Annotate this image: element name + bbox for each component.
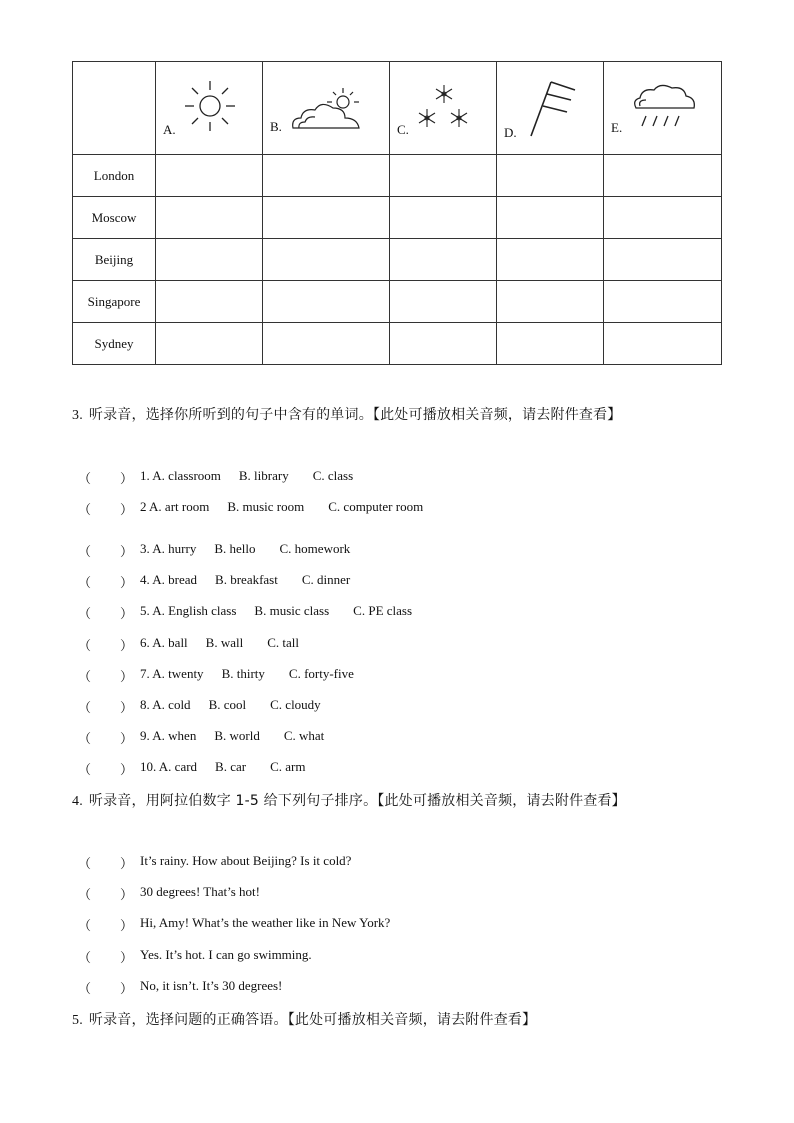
answer-cell[interactable] — [497, 323, 604, 365]
answer-cell[interactable] — [604, 239, 722, 281]
sentence-text: Hi, Amy! What’s the weather like in New York? — [140, 915, 391, 930]
answer-blank-close: ） — [120, 950, 134, 965]
answer-blank-open[interactable]: （ — [78, 502, 92, 517]
answer-blank-close: ） — [120, 981, 134, 996]
choice-b: B. breakfast — [215, 572, 278, 587]
choice-a: 4. A. bread — [140, 572, 198, 587]
option-letter-e: E. — [611, 120, 623, 135]
answer-cell[interactable] — [156, 281, 263, 323]
choice-a: 2 A. art room — [140, 499, 210, 514]
answer-blank-close: ） — [120, 887, 134, 902]
answer-cell[interactable] — [604, 155, 722, 197]
choice-c: C. class — [312, 468, 354, 483]
answer-cell[interactable] — [156, 323, 263, 365]
answer-blank-open[interactable]: （ — [78, 856, 92, 871]
answer-blank-open[interactable]: （ — [78, 544, 92, 559]
choice-line — [140, 759, 305, 775]
answer-blank-open[interactable]: （ — [78, 981, 92, 996]
choice-line — [140, 499, 423, 515]
choice-c: C. tall — [267, 635, 300, 650]
answer-cell[interactable] — [604, 281, 722, 323]
answer-cell[interactable] — [390, 281, 497, 323]
sentence-text: Yes. It’s hot. I can go swimming. — [140, 947, 312, 962]
answer-blank-open[interactable]: （ — [78, 471, 92, 486]
choice-c: C. arm — [270, 759, 306, 774]
choice-c: C. dinner — [301, 572, 351, 587]
option-e-cell — [604, 62, 722, 155]
choice-line — [140, 697, 321, 713]
answer-cell[interactable] — [156, 197, 263, 239]
answer-blank-open[interactable]: （ — [78, 762, 92, 777]
answer-blank-open[interactable]: （ — [78, 606, 92, 621]
answer-blank-open[interactable]: （ — [78, 918, 92, 933]
choice-a: 10. A. card — [140, 759, 198, 774]
choice-line — [140, 572, 350, 588]
option-c-cell — [390, 62, 497, 155]
choice-line — [140, 728, 324, 744]
question-number: 5. — [72, 1013, 83, 1028]
choice-c: C. computer room — [328, 499, 424, 514]
choice-b: B. music class — [254, 603, 330, 618]
answer-blank-open[interactable]: （ — [78, 700, 92, 715]
choice-a: 3. A. hurry — [140, 541, 197, 556]
answer-cell[interactable] — [263, 239, 390, 281]
answer-blank-close: ） — [120, 856, 134, 871]
option-letter-a: A. — [163, 122, 176, 137]
answer-cell[interactable] — [156, 239, 263, 281]
answer-blank-open[interactable]: （ — [78, 731, 92, 746]
choice-a: 5. A. English class — [140, 603, 237, 618]
answer-blank-close: ） — [120, 731, 134, 746]
sun-cloud-icon — [289, 84, 365, 134]
choice-b: B. wall — [205, 635, 244, 650]
choice-a: 9. A. when — [140, 728, 197, 743]
question-3-heading — [72, 404, 622, 424]
choice-b: B. library — [238, 468, 289, 483]
answer-blank-open[interactable]: （ — [78, 887, 92, 902]
answer-blank-close: ） — [120, 471, 134, 486]
choice-b: B. cool — [208, 697, 247, 712]
table-row — [73, 155, 722, 197]
option-a-cell — [156, 62, 263, 155]
snowflakes-icon — [414, 82, 478, 138]
answer-blank-open[interactable]: （ — [78, 950, 92, 965]
city-label: Moscow — [73, 197, 156, 239]
rain-cloud-icon — [630, 82, 698, 134]
answer-cell[interactable] — [390, 239, 497, 281]
answer-blank-close: ） — [120, 544, 134, 559]
question-title: 听录音，选择你所听到的句子中含有的单词。【此处可播放相关音频，请去附件查看】 — [88, 407, 622, 423]
choice-b: B. hello — [214, 541, 256, 556]
answer-cell[interactable] — [263, 197, 390, 239]
answer-cell[interactable] — [497, 155, 604, 197]
answer-cell[interactable] — [390, 197, 497, 239]
choice-a: 7. A. twenty — [140, 666, 204, 681]
city-label: Sydney — [73, 323, 156, 365]
choice-b: B. music room — [227, 499, 305, 514]
header-empty-cell — [73, 62, 156, 155]
question-title: 听录音，选择问题的正确答语。【此处可播放相关音频，请去附件查看】 — [88, 1012, 537, 1028]
answer-cell[interactable] — [497, 239, 604, 281]
option-letter-b: B. — [270, 119, 282, 134]
answer-cell[interactable] — [263, 281, 390, 323]
choice-c: C. cloudy — [270, 697, 321, 712]
choice-line — [140, 603, 412, 619]
question-title: 听录音，用阿拉伯数字 1-5 给下列句子排序。【此处可播放相关音频，请去附件查看】 — [88, 793, 626, 809]
answer-cell[interactable] — [497, 281, 604, 323]
answer-blank-close: ） — [120, 918, 134, 933]
answer-blank-close: ） — [120, 669, 134, 684]
city-label: Beijing — [73, 239, 156, 281]
choice-b: B. world — [214, 728, 260, 743]
answer-blank-open[interactable]: （ — [78, 669, 92, 684]
choice-b: B. car — [215, 759, 247, 774]
option-b-cell — [263, 62, 390, 155]
answer-cell[interactable] — [604, 197, 722, 239]
answer-blank-close: ） — [120, 700, 134, 715]
choice-line — [140, 468, 353, 484]
table-row — [73, 323, 722, 365]
answer-cell[interactable] — [390, 323, 497, 365]
choice-c: C. PE class — [353, 603, 413, 618]
answer-blank-close: ） — [120, 575, 134, 590]
choice-line — [140, 541, 350, 557]
answer-cell[interactable] — [156, 155, 263, 197]
answer-blank-open[interactable]: （ — [78, 575, 92, 590]
answer-blank-close: ） — [120, 502, 134, 517]
choice-c: C. forty-five — [288, 666, 354, 681]
sentence-text: 30 degrees! That’s hot! — [140, 884, 260, 899]
question-number: 3. — [72, 408, 83, 423]
question-number: 4. — [72, 794, 83, 809]
sentence-text: It’s rainy. How about Beijing? Is it cold? — [140, 853, 352, 868]
table-row — [73, 239, 722, 281]
table-header-row — [73, 62, 722, 155]
choice-line — [140, 666, 354, 682]
option-d-cell — [497, 62, 604, 155]
answer-cell[interactable] — [390, 155, 497, 197]
option-letter-c: C. — [397, 122, 409, 137]
sentence-text: No, it isn’t. It’s 30 degrees! — [140, 978, 283, 993]
windy-flag-icon — [527, 78, 581, 140]
answer-cell[interactable] — [263, 323, 390, 365]
table-row — [73, 197, 722, 239]
choice-line — [140, 635, 299, 651]
answer-blank-open[interactable]: （ — [78, 638, 92, 653]
table-row — [73, 281, 722, 323]
weather-table — [72, 61, 722, 365]
answer-blank-close: ） — [120, 762, 134, 777]
choice-a: 6. A. ball — [140, 635, 188, 650]
city-label: Singapore — [73, 281, 156, 323]
choice-c: C. what — [283, 728, 325, 743]
city-label: London — [73, 155, 156, 197]
option-letter-d: D. — [504, 125, 517, 140]
sun-icon — [182, 78, 238, 134]
choice-a: 8. A. cold — [140, 697, 191, 712]
choice-b: B. thirty — [221, 666, 265, 681]
question-4-heading — [72, 790, 626, 810]
choice-c: C. homework — [279, 541, 351, 556]
answer-cell[interactable] — [497, 197, 604, 239]
question-5-heading — [72, 1009, 536, 1029]
answer-blank-close: ） — [120, 606, 134, 621]
choice-a: 1. A. classroom — [140, 468, 221, 483]
answer-blank-close: ） — [120, 638, 134, 653]
answer-cell[interactable] — [604, 323, 722, 365]
answer-cell[interactable] — [263, 155, 390, 197]
